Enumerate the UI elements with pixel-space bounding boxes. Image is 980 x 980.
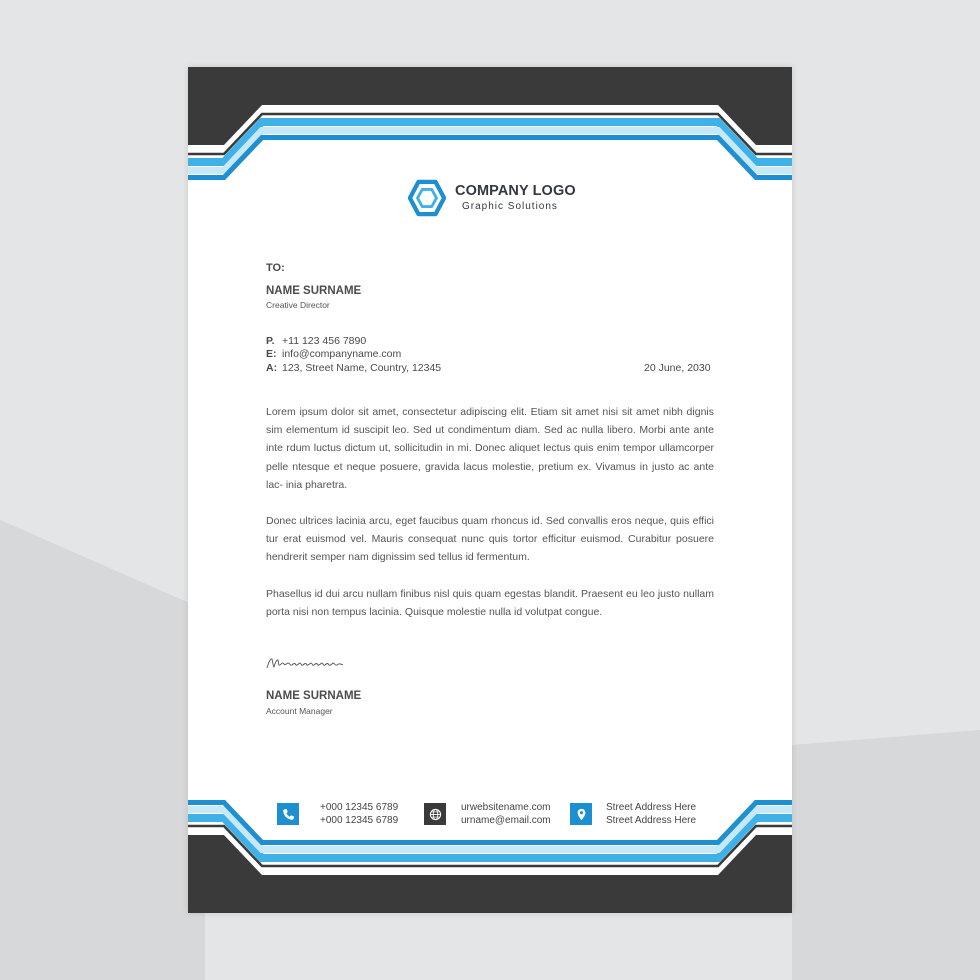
logo-subtitle: Graphic Solutions [462, 200, 558, 212]
footer-phone-text [320, 801, 398, 827]
letter-date: 20 June, 2030 [644, 362, 711, 374]
contact-email-row [266, 348, 401, 360]
contact-phone: +11 123 456 7890 [282, 335, 367, 347]
footer-email: urname@email.com [461, 815, 551, 826]
signature-name: NAME SURNAME [266, 690, 362, 702]
footer-phone-line2: +000 12345 6789 [320, 815, 399, 826]
contact-phone-row [266, 335, 366, 347]
letterhead-page [188, 67, 792, 913]
logo-title: COMPANY LOGO [455, 182, 576, 199]
contact-email: info@companyname.com [282, 348, 402, 360]
signature-image [266, 655, 346, 671]
footer-address-line2: Street Address Here [606, 815, 697, 826]
phone-label: P. [266, 335, 275, 347]
location-pin-icon [575, 808, 588, 821]
phone-icon [282, 808, 295, 821]
body-paragraph-1: Lorem ipsum dolor sit amet, consectetur adipiscing elit. Etiam sit amet nisi sit amet nibh dignis sim elementum id suscipit leo. Sed ut condimentum diam. Sed ac nulla libero. Morbi ante ante inte rdum luctus dictum ut, sollicitudin in mi. Donec aliquet lectus quis enim tempor ullamcorper pelle ntesque et neque posuere, gravida lacus molestie, pretium ex. Vivamus in justo ac ante lac- inia pharetra. [266, 406, 714, 491]
globe-icon [429, 808, 442, 821]
footer-website: urwebsitename.com [461, 802, 551, 813]
hexagon-icon [408, 179, 446, 217]
footer-address-line1: Street Address Here [606, 802, 697, 813]
contact-address: 123, Street Name, Country, 12345 [282, 362, 442, 374]
footer-address-text [606, 801, 696, 827]
header-decoration [188, 67, 792, 187]
to-label: TO: [266, 262, 285, 274]
footer-phone-icon-box [277, 803, 299, 825]
company-logo [408, 179, 576, 217]
footer-phone-line1: +000 12345 6789 [320, 802, 399, 813]
recipient-name: NAME SURNAME [266, 285, 362, 297]
body-paragraph-2: Donec ultrices lacinia arcu, eget faucibus quam rhoncus id. Sed convallis eros neque, quis effici tur erat euismod vel. Mauris consequat nunc quis tortor efficitur euismod. Curabitur posuere hendrerit semper nam dignissim sed tellus id fermentum. [266, 515, 714, 564]
contact-address-row [266, 362, 441, 374]
signature-role: Account Manager [266, 706, 333, 716]
body-paragraph-3: Phasellus id dui arcu nullam finibus nisl quis quam egestas blandit. Praesent eu leo justo nullam porta nisi non tempus lacinia. Quisque molestie nulla id volutpat congue. [266, 588, 714, 619]
footer-web-icon-box [424, 803, 446, 825]
address-label: A: [266, 362, 278, 374]
email-label: E: [266, 348, 277, 360]
footer-address-icon-box [570, 803, 592, 825]
footer-web-text [461, 801, 551, 827]
recipient-role: Creative Director [266, 300, 330, 310]
